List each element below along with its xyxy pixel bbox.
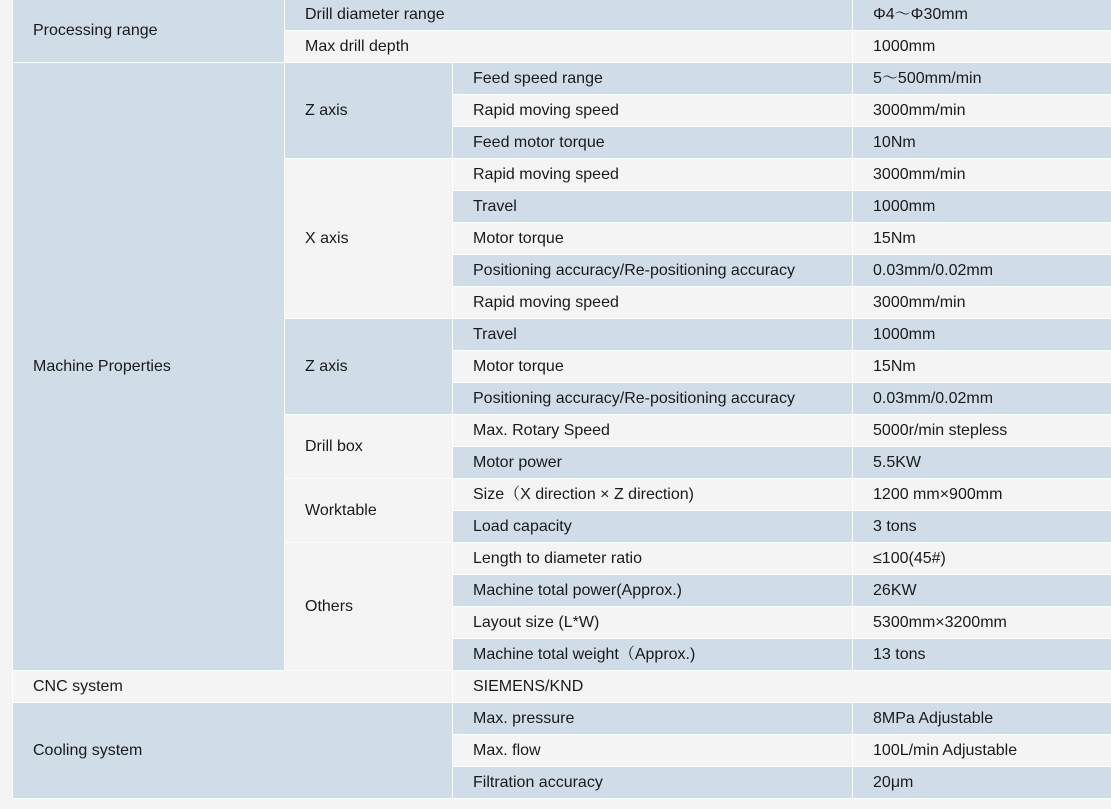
param-value: ≤100(45#) xyxy=(853,543,1111,575)
subgroup-label: Z axis xyxy=(285,63,453,159)
param-label: Motor power xyxy=(453,447,853,479)
param-label: Max. flow xyxy=(453,735,853,767)
group-label: Cooling system xyxy=(13,703,453,799)
param-value: 3 tons xyxy=(853,511,1111,543)
param-label: Drill diameter range xyxy=(285,0,853,31)
group-label: Processing range xyxy=(13,0,285,63)
param-value: 10Nm xyxy=(853,127,1111,159)
param-label: Travel xyxy=(453,191,853,223)
group-label: Machine Properties xyxy=(13,63,285,671)
param-value: 1000mm xyxy=(853,31,1111,63)
param-value: 1000mm xyxy=(853,191,1111,223)
param-label: Motor torque xyxy=(453,351,853,383)
param-label: Feed motor torque xyxy=(453,127,853,159)
subgroup-label: Z axis xyxy=(285,319,453,415)
param-value: 0.03mm/0.02mm xyxy=(853,383,1111,415)
param-label: Size（X direction × Z direction) xyxy=(453,479,853,511)
spec-table-container xyxy=(12,0,1111,799)
param-label: Feed speed range xyxy=(453,63,853,95)
param-label: Max drill depth xyxy=(285,31,853,63)
table-row xyxy=(13,63,1111,95)
table-row xyxy=(13,671,1111,703)
param-label: Max. pressure xyxy=(453,703,853,735)
param-value: 3000mm/min xyxy=(853,95,1111,127)
param-label: Machine total power(Approx.) xyxy=(453,575,853,607)
param-value: 5～500mm/min xyxy=(853,63,1111,95)
subgroup-label: X axis xyxy=(285,159,453,319)
param-label: Rapid moving speed xyxy=(453,287,853,319)
param-label: Travel xyxy=(453,319,853,351)
param-label: Rapid moving speed xyxy=(453,95,853,127)
subgroup-label: Others xyxy=(285,543,453,671)
subgroup-label: Drill box xyxy=(285,415,453,479)
param-value: SIEMENS/KND xyxy=(453,671,1111,703)
param-value: 3000mm/min xyxy=(853,287,1111,319)
param-value: 100L/min Adjustable xyxy=(853,735,1111,767)
param-label: Length to diameter ratio xyxy=(453,543,853,575)
param-value: 5300mm×3200mm xyxy=(853,607,1111,639)
param-value: 3000mm/min xyxy=(853,159,1111,191)
param-value: 5000r/min stepless xyxy=(853,415,1111,447)
param-value: 15Nm xyxy=(853,351,1111,383)
subgroup-label: Worktable xyxy=(285,479,453,543)
param-value: 0.03mm/0.02mm xyxy=(853,255,1111,287)
param-label: Motor torque xyxy=(453,223,853,255)
param-label: Max. Rotary Speed xyxy=(453,415,853,447)
param-value: 1000mm xyxy=(853,319,1111,351)
group-label: CNC system xyxy=(13,671,453,703)
param-label: Layout size (L*W) xyxy=(453,607,853,639)
param-value: 8MPa Adjustable xyxy=(853,703,1111,735)
table-row xyxy=(13,703,1111,735)
param-label: Machine total weight（Approx.) xyxy=(453,639,853,671)
spec-table xyxy=(12,0,1111,799)
param-label: Filtration accuracy xyxy=(453,767,853,799)
param-value: 15Nm xyxy=(853,223,1111,255)
param-label: Positioning accuracy/Re-positioning accuracy xyxy=(453,255,853,287)
param-value: 20μm xyxy=(853,767,1111,799)
param-label: Rapid moving speed xyxy=(453,159,853,191)
table-row xyxy=(13,0,1111,31)
param-value: Φ4～Φ30mm xyxy=(853,0,1111,31)
param-value: 1200 mm×900mm xyxy=(853,479,1111,511)
param-value: 13 tons xyxy=(853,639,1111,671)
param-label: Positioning accuracy/Re-positioning accuracy xyxy=(453,383,853,415)
param-value: 5.5KW xyxy=(853,447,1111,479)
param-value: 26KW xyxy=(853,575,1111,607)
param-label: Load capacity xyxy=(453,511,853,543)
